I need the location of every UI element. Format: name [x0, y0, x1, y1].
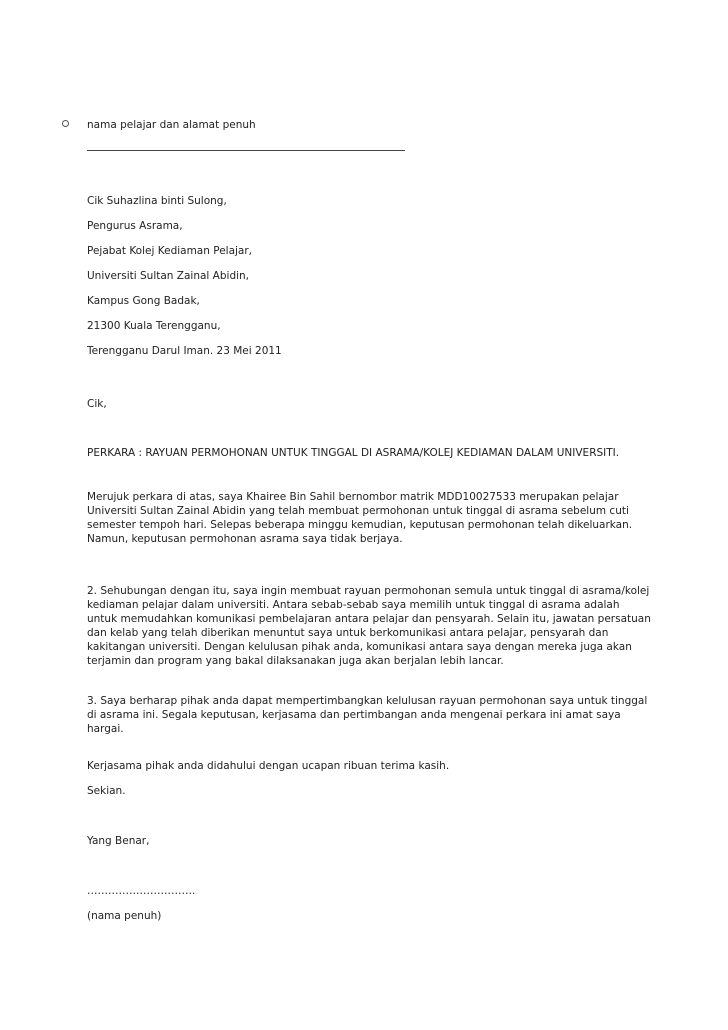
student-name-label: nama pelajar dan alamat penuh [87, 119, 256, 131]
recipient-role: Pengurus Asrama, [87, 220, 183, 232]
name-underline [87, 150, 405, 151]
body-paragraph-1: Merujuk perkara di atas, saya Khairee Bin Sahil bernombor matrik MDD10027533 merupakan pelajar Universiti Sultan Zainal Abidin yang telah membuat permohonan untuk tinggal di asrama sebelum cuti semester tempoh hari. Selepas beberapa minggu kemudian, keputusan permohonan telah dikeluarkan. Namun, keputusan permohonan asrama saya tidak berjaya. [87, 491, 633, 545]
recipient-name: Cik Suhazlina binti Sulong, [87, 195, 227, 207]
closing-sekian: Sekian. [87, 785, 126, 797]
bullet-circle-icon [62, 120, 69, 127]
recipient-postcode-city: 21300 Kuala Terengganu, [87, 320, 221, 332]
body-paragraph-2: 2. Sehubungan dengan itu, saya ingin membuat rayuan permohonan semula untuk tinggal di asrama/kolej kediaman pelajar dalam universiti. Antara sebab-sebab saya memilih untuk tinggal di asrama adalah untuk memudahkan komunikasi pembelajaran antara pelajar dan pensyarah. Selain itu, jawatan persatuan dan kelab yang telah diberikan menuntut saya untuk berkomunikasi antara pelajar, pensyarah dan kakitangan universiti. Dengan kelulusan pihak anda, komunikasi antara saya dengan mereka juga akan terjamin dan program yang bakal dilaksanakan juga akan berjalan lebih lancar. [87, 585, 651, 667]
recipient-campus: Kampus Gong Badak, [87, 295, 200, 307]
closing-yang-benar: Yang Benar, [87, 835, 150, 847]
salutation: Cik, [87, 398, 107, 410]
recipient-office: Pejabat Kolej Kediaman Pelajar, [87, 245, 253, 257]
signature-line: …………………………. [87, 885, 196, 897]
recipient-state-date: Terengganu Darul Iman. 23 Mei 2011 [87, 345, 282, 357]
subject-line: PERKARA : RAYUAN PERMOHONAN UNTUK TINGGAL DI ASRAMA/KOLEJ KEDIAMAN DALAM UNIVERSITI. [87, 447, 620, 459]
recipient-university: Universiti Sultan Zainal Abidin, [87, 270, 250, 282]
full-name-placeholder: (nama penuh) [87, 910, 162, 922]
closing-thanks: Kerjasama pihak anda didahului dengan ucapan ribuan terima kasih. [87, 760, 450, 772]
body-paragraph-3: 3. Saya berharap pihak anda dapat mempertimbangkan kelulusan rayuan permohonan saya untuk tinggal di asrama ini. Segala keputusan, kerjasama dan pertimbangan anda mengenai perkara ini amat saya hargai. [87, 695, 648, 735]
